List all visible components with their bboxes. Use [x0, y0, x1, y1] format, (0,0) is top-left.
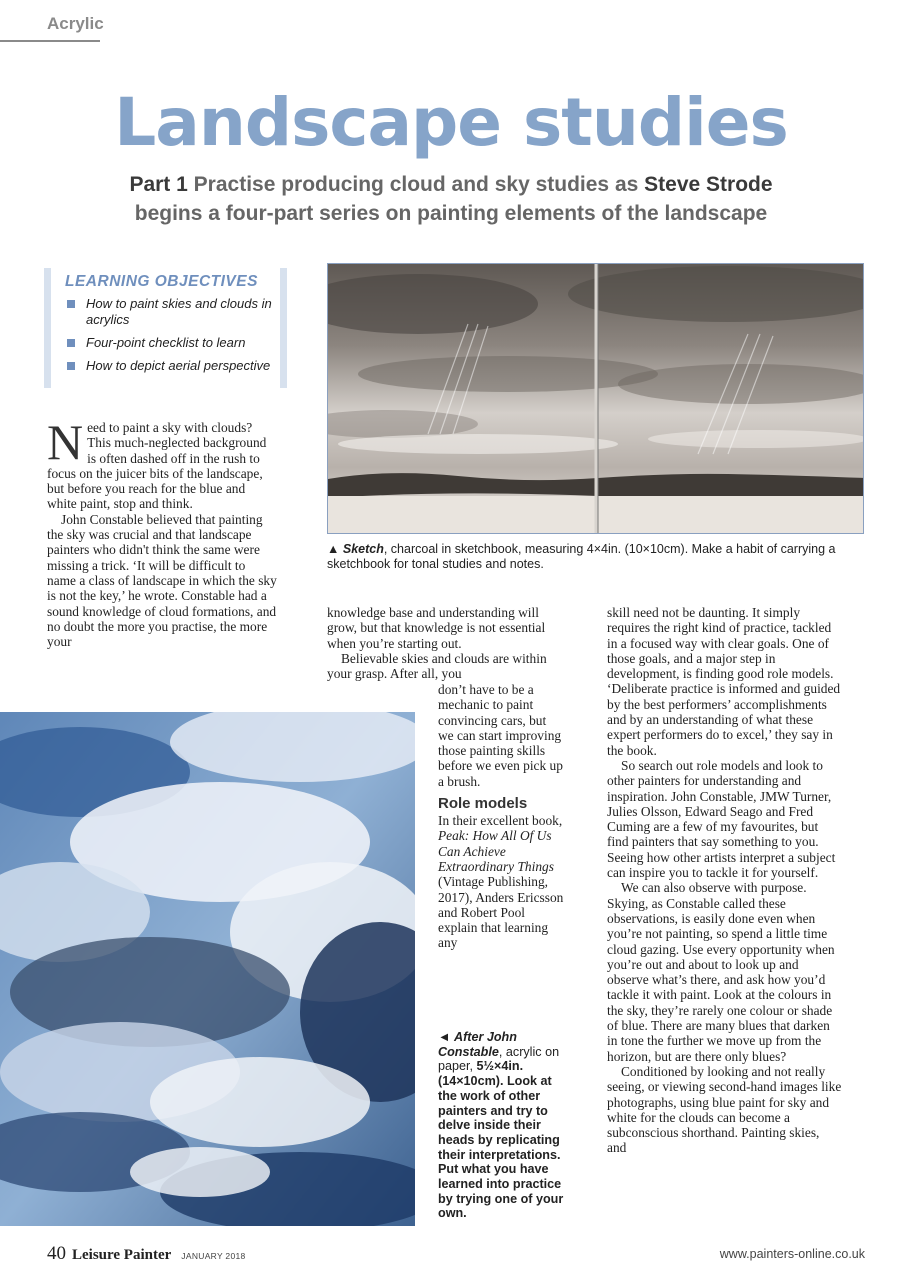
- square-bullet-icon: [67, 339, 75, 347]
- sketch-caption-text: , charcoal in sketchbook, measuring 4×4in. (10×10cm). Make a habit of carrying a sketchbook for tonal studies and notes.: [327, 542, 836, 571]
- issue-date: JANUARY 2018: [181, 1251, 246, 1261]
- caption-arrow-up-icon: ▲: [327, 542, 340, 556]
- magazine-name: Leisure Painter: [72, 1247, 172, 1263]
- standfirst: [90, 170, 812, 228]
- column-3: [607, 605, 842, 1156]
- role-models-subhead: Role models: [438, 795, 528, 813]
- col2-paragraph-2: Believable skies and clouds are within your grasp. After all, you: [327, 650, 547, 682]
- objectives-heading: LEARNING OBJECTIVES: [65, 273, 258, 290]
- col3-paragraph-2: So search out role models and look to other painters for understanding and inspiration. John Constable, JMW Turner, Julies Olsson, Edward Seago and Fred Cuming are a few of my favourites, but find painters that say something to you. Seeing how other artists interpret a subject can inspire you to tackle it for yourself.: [607, 757, 836, 881]
- standfirst-text-1: Practise producing cloud and sky studies as: [193, 173, 639, 196]
- sketch-caption: [327, 542, 867, 572]
- cloud-painting-image: [0, 712, 415, 1226]
- drop-cap: N: [47, 414, 84, 470]
- col2-paragraph-4: In their excellent book, Peak: How All Of Us Can Achieve Extraordinary Things (Vintage Publishing, 2017), Anders Ericsson and Robert Pool explain that learning any: [438, 813, 564, 951]
- objective-item: How to depict aerial perspective: [65, 358, 280, 374]
- column-2-top: [327, 605, 562, 681]
- col2-paragraph-1: knowledge base and understanding will grow, but that knowledge is not essential when you’re starting out.: [327, 605, 546, 651]
- charcoal-sketch-image: [327, 263, 864, 534]
- website-url[interactable]: www.painters-online.co.uk: [719, 1247, 865, 1261]
- column-2-inset: [438, 682, 564, 951]
- author-name: Steve Strode: [644, 173, 773, 196]
- standfirst-text-2: begins a four-part series on painting elements of the landscape: [134, 202, 768, 225]
- col1-paragraph-2: John Constable believed that painting the sky was crucial and that landscape painters who didn't think the same were missing a trick. ‘It will be difficult to name a class of landscape in which the sky is not the key,’ he wrote. Constable had a sound knowledge of cloud formations, and no doubt the more you practise, the more your: [47, 511, 277, 650]
- painting-caption-text: 5½×4in. (14×10cm). Look at the work of other painters and try to delve inside their heads by replicating their interpretations. Put what you have learned into practice by trying one of your own.: [438, 1059, 564, 1221]
- col2-paragraph-3: don’t have to be a mechanic to paint convincing cars, but we can start improving those painting skills before we even pick up a brush.: [438, 682, 563, 789]
- learning-objectives-box: [44, 268, 287, 388]
- col3-paragraph-3: We can also observe with purpose. Skying, as Constable called these observations, is easily done even when you’re not painting, so spend a little time cloud gazing. Use every opportunity when you’re out and about to look up and observe what’s there, and ask how you’d tackle it with paint. Look at the colours in the sky, they’re rarely one colour or shade of blue. There are many blues that darken in tone the further we move up from the horizon, but are there only blues?: [607, 880, 835, 1064]
- caption-arrow-left-icon: ◄: [438, 1030, 451, 1044]
- page-number: 40: [47, 1243, 66, 1264]
- col3-paragraph-4: Conditioned by looking and not really seeing, or viewing second-hand images like photographs, using blue paint for sky and white for the clouds can become a subconscious shorthand. Painting skies, and: [607, 1063, 842, 1156]
- square-bullet-icon: [67, 300, 75, 308]
- painting-caption: [438, 1030, 566, 1221]
- objective-item: How to paint skies and clouds in acrylics: [65, 296, 280, 328]
- part-label: Part 1: [129, 173, 188, 196]
- column-1: [47, 414, 277, 650]
- col3-paragraph-1: skill need not be daunting. It simply requires the right kind of practice, tackled in a focused way with clear goals. One of those goals, and a major step in development, is finding good role models. ‘Deliberate practice is informed and guided by the best performers’ accomplishments and by an understanding of what these expert performers do to excel,’ they say in the book.: [607, 605, 841, 758]
- section-tag: [0, 12, 104, 42]
- section-label: Acrylic: [47, 14, 104, 33]
- book-title: Peak: How All Of Us Can Achieve Extraordinary Things: [438, 828, 554, 874]
- painting-caption-medium: , acrylic on paper,: [438, 1044, 560, 1074]
- objective-item: Four-point checklist to learn: [65, 335, 280, 351]
- footer-left: [47, 1243, 246, 1265]
- article-title: Landscape studies: [114, 84, 788, 161]
- col1-paragraph-1: eed to paint a sky with clouds? This much-neglected background is often dashed off in the rush to focus on the juicer bits of the landscape, but before you reach for the blue and white paint, stop and think.: [47, 420, 267, 512]
- painting-caption-title: After John Constable: [438, 1030, 517, 1059]
- square-bullet-icon: [67, 362, 75, 370]
- sketch-caption-title: Sketch: [342, 542, 384, 556]
